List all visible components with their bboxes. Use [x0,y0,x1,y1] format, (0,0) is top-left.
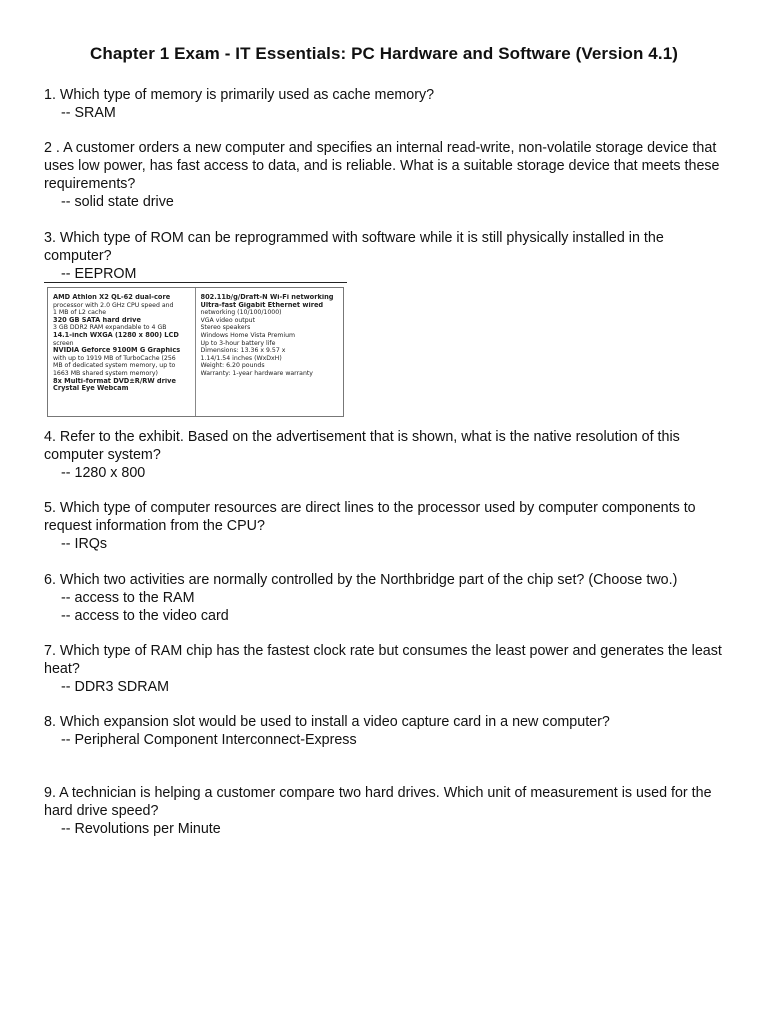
answer: -- IRQs [61,536,108,552]
answer: -- access to the video card [61,608,229,624]
answer: -- access to the RAM [61,590,195,606]
question-text: 6. Which two activities are normally controlled by the Northbridge part of the chip set? (Choose two.) [44,572,678,588]
exhibit-line: 1663 MB shared system memory) [53,369,158,377]
exhibit-line: VGA video output [200,316,256,324]
question-text: 1. Which type of memory is primarily used as cache memory? [44,87,435,103]
exhibit-line: screen [53,339,74,347]
exhibit-line: Windows Home Vista Premium [200,331,296,339]
exhibit-line: Ultra-fast Gigabit Ethernet wired [200,301,324,309]
exhibit-line: 1.14/1.54 inches (WxDxH) [200,354,282,362]
exhibit-line: Dimensions: 13.36 x 9.57 x [200,347,286,355]
exhibit-line: 8x Multi-format DVD±R/RW drive [53,377,176,385]
answer: -- 1280 x 800 [61,465,146,481]
exhibit-advertisement [47,287,344,417]
answer: -- Revolutions per Minute [61,821,221,837]
exhibit-line: MB of dedicated system memory, up to [53,362,176,370]
exhibit-line: Stereo speakers [200,324,251,332]
question-text: 8. Which expansion slot would be used to install a video capture card in a new computer? [44,714,610,730]
exhibit-line: networking (10/100/1000) [200,309,282,317]
question-text: 3. Which type of ROM can be reprogrammed with software while it is still physically installed in the computer? [44,230,664,264]
exhibit-line: Warranty: 1-year hardware warranty [200,369,313,377]
answer: -- Peripheral Component Interconnect-Express [61,732,357,748]
answer: -- DDR3 SDRAM [61,679,170,695]
exhibit-line: Weight: 6.20 pounds [200,362,265,370]
question-3 [44,229,734,283]
exhibit-left-column [48,288,196,416]
question-1 [44,86,734,122]
question-4 [44,428,734,482]
exhibit-divider [44,282,347,283]
question-text: 4. Refer to the exhibit. Based on the advertisement that is shown, what is the native resolution of this computer system? [44,429,680,463]
exhibit-line: 802.11b/g/Draft-N Wi-Fi networking [200,294,334,301]
answer: -- SRAM [61,105,116,121]
exhibit-line: Crystal Eye Webcam [53,385,129,393]
question-8 [44,713,734,749]
question-text: 2 . A customer orders a new computer and specifies an internal read-write, non-volatile storage device that uses low power, has fast access to data, and is reliable. What is a suitable storage device that meets these requirements? [44,140,720,192]
question-text: 9. A technician is helping a customer compare two hard drives. Which unit of measurement is used for the hard drive speed? [44,785,712,819]
question-text: 7. Which type of RAM chip has the fastest clock rate but consumes the least power and generates the least heat? [44,643,722,677]
exhibit-line: 14.1-inch WXGA (1280 x 800) LCD [53,331,179,339]
exhibit-line: NVIDIA Geforce 9100M G Graphics [53,347,181,355]
question-9 [44,784,734,838]
exhibit-line: 1 MB of L2 cache [53,309,107,317]
exhibit-right-column [196,288,344,416]
question-text: 5. Which type of computer resources are direct lines to the processor used by computer components to request information from the CPU? [44,500,696,534]
question-7 [44,642,734,696]
exhibit-line: 320 GB SATA hard drive [53,316,141,324]
exhibit-line: AMD Athlon X2 QL-62 dual-core [53,294,171,301]
exhibit-line: with up to 1919 MB of TurboCache (256 [53,354,176,362]
question-5 [44,499,734,553]
question-2 [44,139,734,211]
answer: -- solid state drive [61,194,174,210]
question-6 [44,571,734,625]
answer: -- EEPROM [61,266,137,282]
exhibit-line: processor with 2.0 GHz CPU speed and [53,301,174,309]
exhibit-line: Up to 3-hour battery life [200,339,276,347]
page-title: Chapter 1 Exam - IT Essentials: PC Hardware and Software (Version 4.1) [89,44,679,63]
exhibit-line: 3 GB DDR2 RAM expandable to 4 GB [53,324,167,332]
